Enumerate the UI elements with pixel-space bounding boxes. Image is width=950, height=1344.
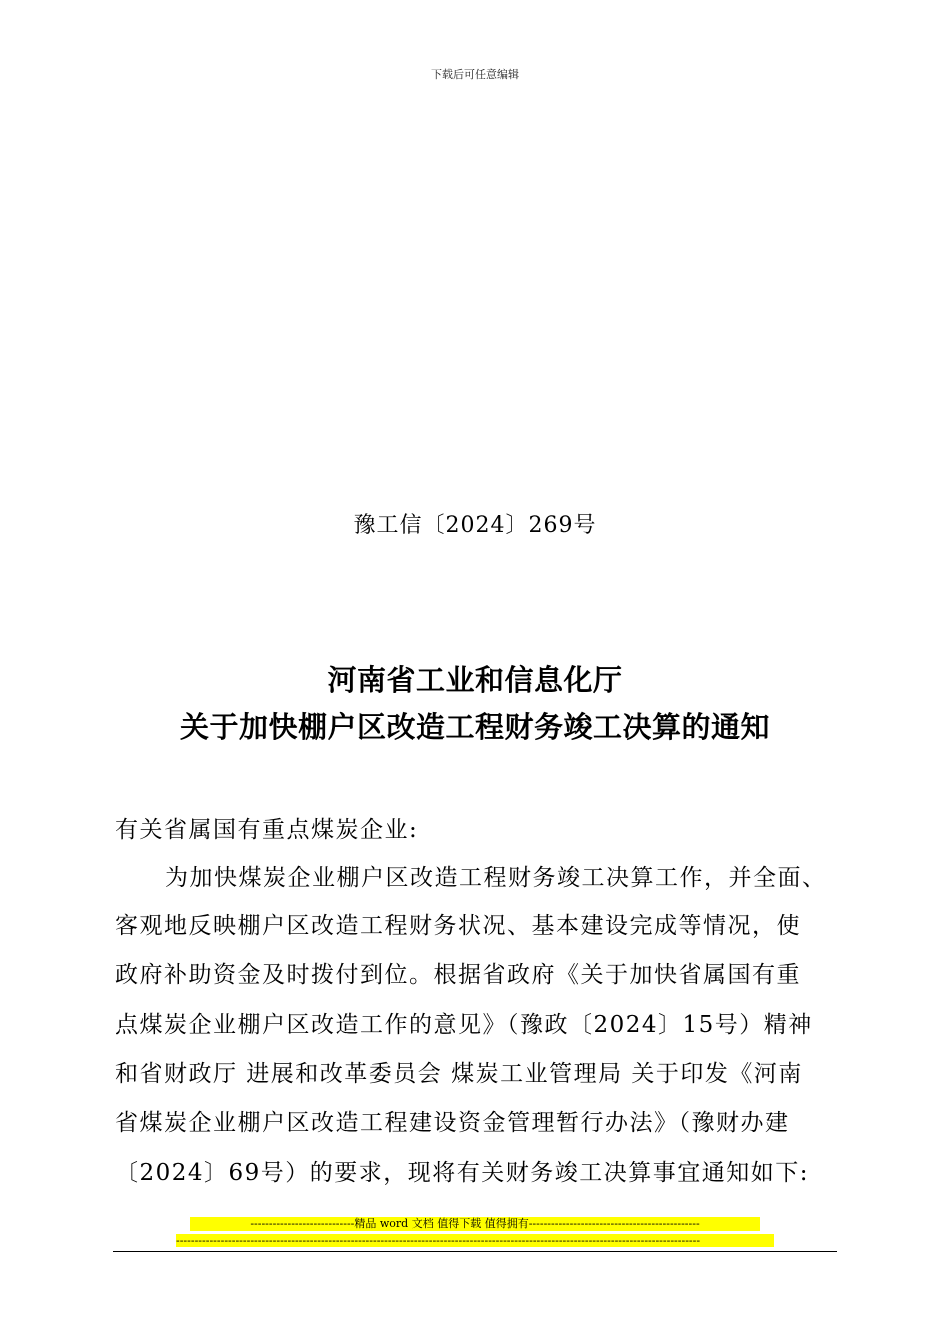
paragraph-line: 点煤炭企业棚户区改造工作的意见》（豫政〔2024〕15号）精神 (115, 1012, 813, 1038)
footer-banner: ----------------------------精品 word 文档 值得下载 值得拥有---------------------------------------------- (190, 1217, 760, 1231)
salutation: 有关省属国有重点煤炭企业: (115, 817, 419, 843)
paragraph-line: 客观地反映棚户区改造工程财务状况、基本建设完成等情况，使 (115, 913, 801, 939)
paragraph-line: 政府补助资金及时拨付到位。根据省政府《关于加快省属国有重 (115, 962, 801, 988)
paragraph-line: 〔2024〕69号）的要求，现将有关财务竣工决算事宜通知如下: (115, 1160, 810, 1186)
paragraph-line: 省煤炭企业棚户区改造工程建设资金管理暂行办法》（豫财办建 (115, 1110, 790, 1136)
header-note: 下载后可任意编辑 (431, 68, 519, 81)
footer-rule (113, 1251, 837, 1252)
paragraph-line: 和省财政厅 进展和改革委员会 煤炭工业管理局 关于印发《河南 (115, 1061, 803, 1087)
document-title-line-1: 河南省工业和信息化厅 (327, 663, 623, 697)
document-number: 豫工信〔2024〕269号 (353, 513, 597, 538)
paragraph-line: 为加快煤炭企业棚户区改造工程财务竣工决算工作，并全面、 (165, 865, 827, 891)
footer-dashes: --------------------------------------------------------------------------------------------------------------------------------------------- (176, 1234, 774, 1247)
document-title-line-2: 关于加快棚户区改造工程财务竣工决算的通知 (179, 710, 770, 744)
